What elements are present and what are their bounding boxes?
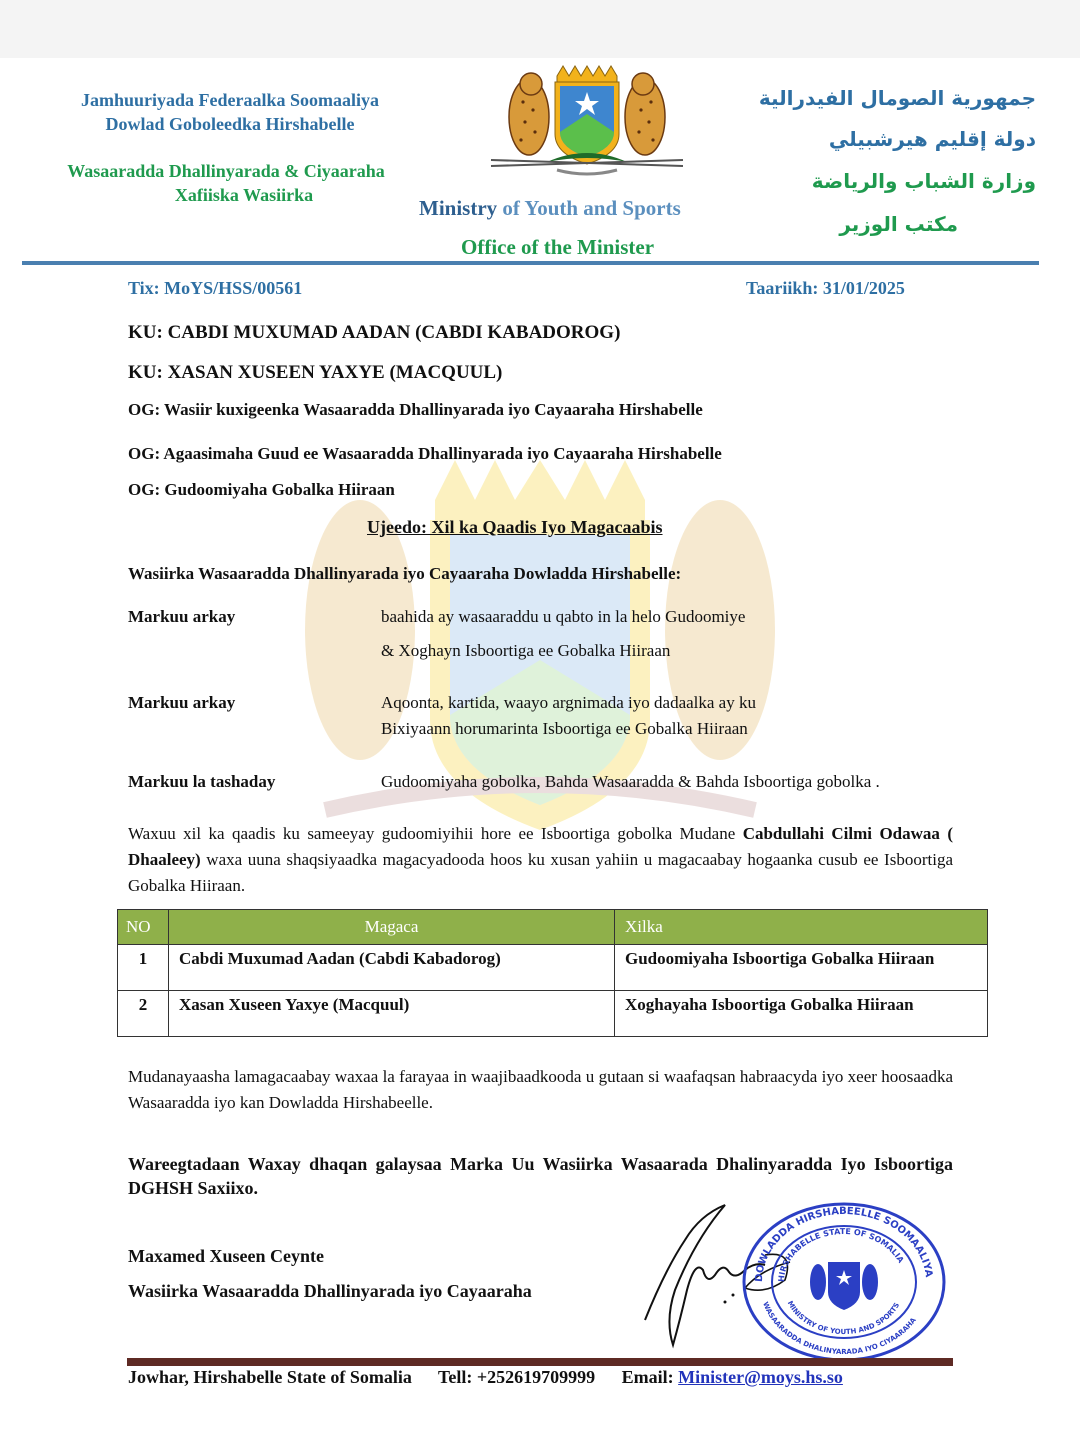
- header-left-blue: [50, 88, 410, 136]
- svg-text:MINISTRY OF YOUTH AND SPORTS: MINISTRY OF YOUTH AND SPORTS: [785, 1299, 902, 1337]
- header-office-so: Xafiiska Wasiirka: [174, 185, 314, 205]
- table-row: [118, 991, 988, 1037]
- appointees-table: [117, 909, 988, 1037]
- clause-3-label: Markuu la tashaday: [128, 772, 276, 791]
- former-chair-name: Cabdullahi Cilmi Odawaa ( Dhaaleey): [128, 824, 953, 869]
- recipient-cc-3: OG: Gudoomiyaha Gobalka Hiiraan: [128, 480, 395, 499]
- col-header-role: Xilka: [615, 910, 988, 945]
- decision-text-2: waxa uuna shaqsiyaadka magacyadooda hoos ku xusan yahiin u magacaabay hogaanka cusub ee Isboortiga Gobalka Hiiraan.: [128, 850, 953, 895]
- top-margin-bar: [0, 0, 1080, 58]
- footer-contact: [128, 1367, 843, 1388]
- table-header-row: [118, 910, 988, 945]
- header-ministry-so: Wasaaradda Dhallinyarada & Ciyaaraha: [67, 161, 385, 181]
- clause-1-line-1: baahida ay wasaaraddu u qabto in la helo Gudoomiye: [381, 607, 746, 626]
- recipient-cc-2: OG: Agaasimaha Guud ee Wasaaradda Dhallinyarada iyo Cayaaraha Hirshabelle: [128, 444, 722, 463]
- signatory-title: Wasiirka Wasaaradda Dhallinyarada iyo Cayaaraha: [128, 1281, 532, 1301]
- ministry-title-word: Ministry: [419, 196, 498, 220]
- header-divider: [22, 261, 1039, 265]
- row-name: Xasan Xuseen Yaxye (Macquul): [169, 991, 615, 1037]
- header-ministry-ar: وزارة الشباب والرياضة: [811, 169, 1036, 193]
- header-republic-ar: جمهورية الصومال الفيدرالية: [758, 86, 1036, 110]
- recipient-cc-1: OG: Wasiir kuxigeenka Wasaaradda Dhallinyarada iyo Cayaaraha Hirshabelle: [128, 400, 703, 419]
- header-state-so: Dowlad Goboleedka Hirshabelle: [105, 114, 355, 134]
- row-role: Xoghayaha Isboortiga Gobalka Hiiraan: [615, 991, 988, 1037]
- clause-2-line-1: Aqoonta, kartida, waayo argnimada iyo dadaalka ay ku: [381, 693, 756, 712]
- official-stamp-icon: [740, 1200, 948, 1365]
- row-no: 1: [118, 945, 169, 991]
- coat-of-arms-icon: [487, 62, 687, 182]
- effective-clause: Wareegtadaan Waxay dhaqan galaysaa Marka Uu Wasiirka Wasaarada Dhalinyaradda Iyo Isboortiga DGHSH Saxiixo.: [128, 1154, 953, 1198]
- clause-1-label: Markuu arkay: [128, 607, 236, 626]
- table-row: [118, 945, 988, 991]
- clause-2-line-2: Bixiyaann horumarinta Isboortiga ee Gobalka Hiiraan: [381, 719, 748, 738]
- clause-1-line-2: & Xoghayn Isboortiga ee Gobalka Hiiraan: [381, 641, 671, 660]
- office-title-en: Office of the Minister: [461, 235, 655, 259]
- recipient-to-2: KU: XASAN XUSEEN YAXYE (MACQUUL): [128, 362, 503, 383]
- col-header-no: NO: [118, 910, 169, 945]
- footer-address: Jowhar, Hirshabelle State of Somalia: [128, 1367, 412, 1387]
- decision-text-1: Waxuu xil ka qaadis ku sameeyay gudoomiyihii hore ee Isboortiga gobolka Mudane: [128, 824, 743, 843]
- signatory-name: Maxamed Xuseen Ceynte: [128, 1246, 324, 1266]
- footer-email-link[interactable]: Minister@moys.hs.so: [678, 1367, 843, 1387]
- col-header-name: Magaca: [169, 910, 615, 945]
- recipient-to-1: KU: CABDI MUXUMAD AADAN (CABDI KABADOROG): [128, 322, 621, 343]
- stamp-outer-text: DOWLADDA HIRSHABEELLE SOOMAALIYA: [753, 1205, 934, 1283]
- letter-intro: Wasiirka Wasaaradda Dhallinyarada iyo Cayaaraha Dowladda Hirshabelle:: [128, 564, 682, 583]
- ministry-title-en: [419, 196, 681, 221]
- footer-email-label: Email:: [621, 1367, 674, 1387]
- header-state-ar: دولة إقليم هيرشبيلي: [828, 127, 1036, 151]
- header-left-green: [36, 159, 416, 207]
- clause-2-label: Markuu arkay: [128, 693, 236, 712]
- reference-number: Tix: MoYS/HSS/00561: [128, 278, 303, 298]
- header-republic-so: Jamhuuriyada Federaalka Soomaaliya: [80, 90, 380, 110]
- instruction-paragraph: Mudanayaasha lamagacaabay waxaa la farayaa in waajibaadkooda u gutaan si waafaqsan habraacyda iyo xeer hoosaadka Wasaaradda iyo kan Dowladda Hirshabeelle.: [128, 1067, 953, 1112]
- letter-subject: Ujeedo: Xil ka Qaadis Iyo Magacaabis: [367, 517, 663, 537]
- clause-3-line-1: Gudoomiyaha gobolka, Bahda Wasaaradda & Bahda Isboortiga gobolka .: [381, 772, 880, 791]
- footer-divider: [127, 1358, 953, 1366]
- footer-phone: Tell: +252619709999: [438, 1367, 596, 1387]
- header-office-ar: مكتب الوزير: [839, 212, 958, 236]
- row-role: Gudoomiyaha Isboortiga Gobalka Hiiraan: [615, 945, 988, 991]
- row-no: 2: [118, 991, 169, 1037]
- letter-date: Taariikh: 31/01/2025: [746, 278, 905, 298]
- svg-text:WASAARADDA DHALINYARADA IYO CI: WASAARADDA DHALINYARADA IYO CIYAARAHA: [761, 1300, 918, 1357]
- svg-text:HIRSHABELLE STATE OF SOMALIA: HIRSHABELLE STATE OF SOMALIA: [776, 1226, 906, 1283]
- decision-paragraph: [128, 821, 953, 899]
- ministry-title-rest: of Youth and Sports: [497, 196, 681, 220]
- row-name: Cabdi Muxumad Aadan (Cabdi Kabadorog): [169, 945, 615, 991]
